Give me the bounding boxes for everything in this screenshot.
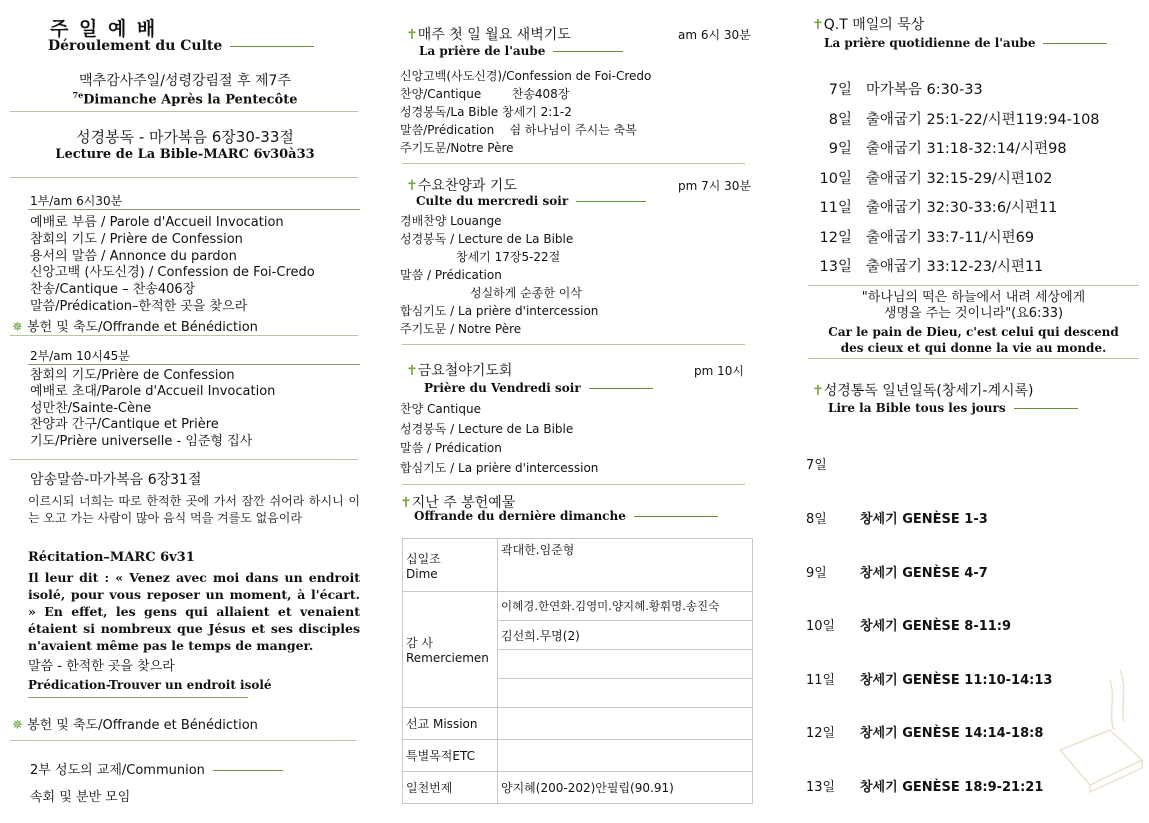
sermon-ko: 말씀 - 한적한 곳을 찾으라 [28, 659, 175, 674]
wed-title-text: 수요찬양과 기도 [417, 178, 517, 194]
cross-icon: ✝ [406, 363, 418, 379]
wed-title [406, 175, 517, 195]
read-text: 창세기 GENÈSE 1-3 [860, 512, 988, 527]
wed-time: pm 7시 30분 [678, 179, 752, 193]
qt-title-text: Q.T 매일의 묵상 [823, 17, 925, 33]
table-row [403, 708, 753, 740]
sunday-name-ko: 맥추감사주일/성령강림절 후 제7주 [79, 73, 291, 89]
qt-day: 11일 [819, 200, 852, 216]
list-item [808, 194, 1100, 224]
service1-list [30, 215, 315, 316]
fri-fr-text: Prière du Vendredi soir [424, 381, 581, 395]
list-item [806, 722, 1043, 741]
qt-list [808, 76, 1100, 283]
read-fr [828, 401, 1078, 415]
table-row [403, 539, 753, 592]
wed-item: 성실하게 순종한 이삭 [470, 286, 582, 300]
empty-cell [498, 740, 753, 772]
service1-offering-text: 봉헌 및 축도/Offrande et Bénédiction [27, 320, 258, 335]
dawn-item: 찬양/Cantique 찬송408장 [400, 87, 570, 101]
offering-table [402, 538, 753, 804]
sermon-fr: Prédication-Trouver un endroit isolé [28, 678, 272, 692]
list-item [806, 562, 988, 581]
offering-fr [414, 509, 718, 523]
read-text: 창세기 GENÈSE 8-11:9 [860, 619, 1012, 634]
list-item [808, 253, 1100, 283]
read-text: 창세기 GENÈSE 4-7 [860, 566, 988, 581]
empty-cell [498, 650, 753, 679]
fri-item: 성경봉독 / Lecture de La Bible [400, 421, 574, 436]
thousand-names: 양지혜(200-202)안필립(90.91) [498, 772, 753, 804]
service1-item: 참회의 기도 / Prière de Confession [30, 231, 243, 247]
service2-offering-text: 봉헌 및 축도/Offrande et Bénédiction [27, 718, 258, 733]
sunday-title-ko: 주 일 예 배 [50, 18, 158, 40]
service2-item: 찬양과 간구/Cantique et Prière [30, 417, 219, 433]
list-item [808, 224, 1100, 254]
cross-icon: ✝ [400, 495, 412, 511]
service1-item: 용서의 말씀 / Annonce du pardon [30, 248, 237, 264]
dawn-item: 말씀/Prédication 쉼 하나님이 주시는 축복 [400, 123, 637, 137]
reading-ko: 성경봉독 - 마가복음 6장30-33절 [76, 128, 294, 146]
decorative-book-icon [1050, 660, 1146, 800]
tithe-label [403, 539, 498, 592]
table-row [403, 772, 753, 804]
sunday-name-fr-text: Dimanche Après la Pentecôte [83, 92, 298, 108]
star-icon: ✵ [12, 718, 23, 733]
wed-fr-text: Culte du mercredi soir [416, 194, 569, 208]
cross-icon: ✝ [812, 17, 824, 33]
read-text: 창세기 GENÈSE 11:10-14:13 [860, 673, 1053, 688]
verse-ko-line: 생명을 주는 것이니라"(요6:33) [883, 306, 1064, 321]
cross-icon: ✝ [812, 383, 824, 399]
tithe-label-fr: Dime [406, 566, 438, 581]
sunday-title-fr-text: Déroulement du Culte [48, 38, 223, 54]
thanks-label [403, 592, 498, 708]
qt-text: 출애굽기 32:30-33:6/시편11 [865, 200, 1058, 216]
qt-fr-text: La prière quotidienne de l'aube [824, 36, 1036, 50]
reading-fr: Lecture de La Bible-MARC 6v30à33 [55, 147, 315, 162]
cross-icon: ✝ [406, 178, 418, 194]
dawn-fr-text: La prière de l'aube [419, 44, 546, 58]
fri-title [406, 360, 512, 380]
list-item [806, 669, 1052, 688]
verse-fr-line: des cieux et qui donne la vie au monde. [840, 341, 1107, 355]
service1-item: 찬송/Cantique – 찬송406장 [30, 282, 196, 298]
dawn-title [406, 24, 571, 44]
qt-text: 출애굽기 25:1-22/시편119:94-108 [865, 111, 1100, 128]
fellowship: 속회 및 분반 모임 [30, 790, 131, 805]
service2-item: 기도/Prière universelle - 임준형 집사 [30, 433, 253, 449]
service2-header: 2부/am 10시45분 [30, 349, 130, 363]
thanks-label-fr: Remerciemen [406, 651, 489, 665]
qt-text: 출애굽기 32:15-29/시편102 [865, 170, 1053, 187]
verse-ko-line: "하나님의 떡은 하늘에서 내려 세상에게 [861, 290, 1086, 305]
wed-item: 주기도문 / Notre Père [400, 322, 522, 336]
table-row [403, 740, 753, 772]
qt-day: 13일 [819, 259, 852, 275]
qt-title [812, 14, 924, 34]
qt-day: 12일 [819, 229, 852, 246]
service2-item: 예배로 초대/Parole d'Accueil Invocation [30, 384, 276, 400]
mission-label: 선교 Mission [403, 708, 498, 740]
dawn-item: 주기도문/Notre Père [400, 141, 514, 155]
service1-item: 신앙고백 (사도신경) / Confession de Foi-Credo [30, 265, 315, 281]
qt-fr [824, 36, 1107, 50]
verse-fr [808, 324, 1139, 356]
sunday-title-fr [48, 38, 314, 54]
wed-list [400, 212, 598, 338]
tithe-label-ko: 십일조 [406, 551, 441, 566]
recitation-fr: Il leur dit : « Venez avec moi dans un endroit isolé, pour vous reposer un moment, à l'écart. » En effet, les gens qui allaient et venaient étaient si nombreux que Jésus et ses disciples n'avaient même pas le temps de manger. [28, 570, 360, 653]
read-day: 9일 [806, 566, 827, 581]
dawn-list [400, 67, 651, 157]
dawn-item: 신앙고백(사도신경)/Confession de Foi-Credo [400, 69, 652, 83]
read-day: 12일 [806, 726, 836, 741]
thanks-names: 김선희.무명(2) [498, 621, 753, 650]
star-icon: ✵ [12, 320, 23, 335]
list-item [808, 106, 1100, 136]
dawn-item: 성경봉독/La Bible 창세기 2:1-2 [400, 105, 572, 119]
wed-fr [416, 194, 646, 208]
service1-offering [12, 316, 258, 335]
read-day: 7일 [806, 458, 827, 473]
communion [30, 759, 283, 778]
service2-item: 참회의 기도/Prière de Confession [30, 368, 235, 383]
wed-item: 말씀 / Prédication [400, 268, 502, 282]
fri-title-text: 금요철야기도회 [417, 363, 513, 379]
thanks-names: 이혜경.한연화.김영미.양지혜.황휘명.송진숙 [498, 592, 753, 621]
offering-fr-text: Offrande du dernière dimanche [414, 509, 626, 523]
read-fr-text: Lire la Bible tous les jours [828, 401, 1006, 415]
wed-item: 합심기도 / La prière d'intercession [400, 304, 599, 318]
communion-text: 2부 성도의 교제/Communion [30, 763, 205, 778]
memory-ko: 이르시되 너희는 따로 한적한 곳에 가서 잠깐 쉬어라 하시니 이는 오고 가는 사람이 많아 음식 먹을 겨를도 없음이라 [28, 494, 360, 525]
qt-text: 출애굽기 31:18-32:14/시편98 [865, 141, 1067, 157]
empty-cell [498, 679, 753, 708]
service1-header: 1부/am 6시30분 [30, 194, 123, 208]
service1-item: 예배로 부름 / Parole d'Accueil Invocation [30, 215, 284, 230]
sunday-sup: 7e [72, 90, 84, 100]
fri-item: 말씀 / Prédication [400, 441, 502, 455]
fri-item: 합심기도 / La prière d'intercession [400, 460, 599, 475]
fri-list [400, 400, 598, 478]
table-row [403, 592, 753, 621]
special-label: 특별목적ETC [403, 740, 498, 772]
list-item [808, 165, 1100, 195]
offering-title-text: 지난 주 봉헌예물 [411, 495, 516, 511]
empty-cell [498, 708, 753, 740]
read-text: 창세기 GENÈSE 14:14-18:8 [860, 726, 1044, 741]
qt-text: 출애굽기 33:12-23/시편11 [865, 259, 1044, 275]
qt-day: 10일 [819, 170, 852, 187]
list-item [808, 76, 1100, 106]
read-day: 10일 [806, 619, 836, 634]
qt-day: 7일 [828, 82, 852, 98]
list-item [806, 508, 988, 527]
qt-text: 출애굽기 33:7-11/시편69 [865, 229, 1035, 246]
dawn-fr [419, 44, 623, 58]
read-title-text: 성경통독 일년일독(창세기-계시록) [823, 383, 1034, 399]
read-day: 11일 [806, 673, 836, 688]
wed-item: 성경봉독 / Lecture de La Bible [400, 232, 574, 246]
list-item [806, 454, 852, 473]
read-day: 8일 [806, 512, 827, 527]
dawn-title-text: 매주 첫 일 월요 새벽기도 [417, 27, 571, 43]
thanks-label-ko: 감 사 [406, 636, 433, 650]
list-item [806, 615, 1011, 634]
thousand-label: 일천번제 [403, 772, 498, 804]
qt-day: 8일 [828, 111, 852, 128]
wed-item: 경배찬양 Louange [400, 214, 502, 228]
qt-text: 마가복음 6:30-33 [865, 82, 983, 98]
verse-fr-line: Car le pain de Dieu, c'est celui qui descend [828, 325, 1119, 339]
cross-icon: ✝ [406, 27, 418, 43]
read-title [812, 380, 1034, 400]
list-item [806, 776, 1043, 795]
list-item [808, 135, 1100, 165]
service2-offering [12, 714, 258, 733]
service1-item: 말씀/Prédication–한적한 곳을 찾으라 [30, 298, 248, 314]
memory-title: 암송말씀-마가복음 6장31절 [30, 472, 202, 488]
sunday-name-fr [0, 90, 370, 107]
read-text: 창세기 GENÈSE 18:9-21:21 [860, 780, 1044, 795]
tithe-names: 곽대한.임준형 [498, 539, 753, 592]
recitation-label: Récitation–MARC 6v31 [28, 550, 195, 565]
fri-fr [424, 381, 653, 395]
verse-ko [808, 290, 1139, 322]
wed-item: 창세기 17장5-22절 [456, 250, 561, 264]
dawn-time: am 6시 30분 [678, 28, 751, 42]
fri-time: pm 10시 [694, 364, 744, 378]
fri-item: 찬양 Cantique [400, 402, 481, 416]
service2-list [30, 368, 275, 450]
service2-item: 성만찬/Sainte-Cène [30, 400, 152, 416]
qt-day: 9일 [828, 141, 852, 157]
read-day: 13일 [806, 780, 836, 795]
